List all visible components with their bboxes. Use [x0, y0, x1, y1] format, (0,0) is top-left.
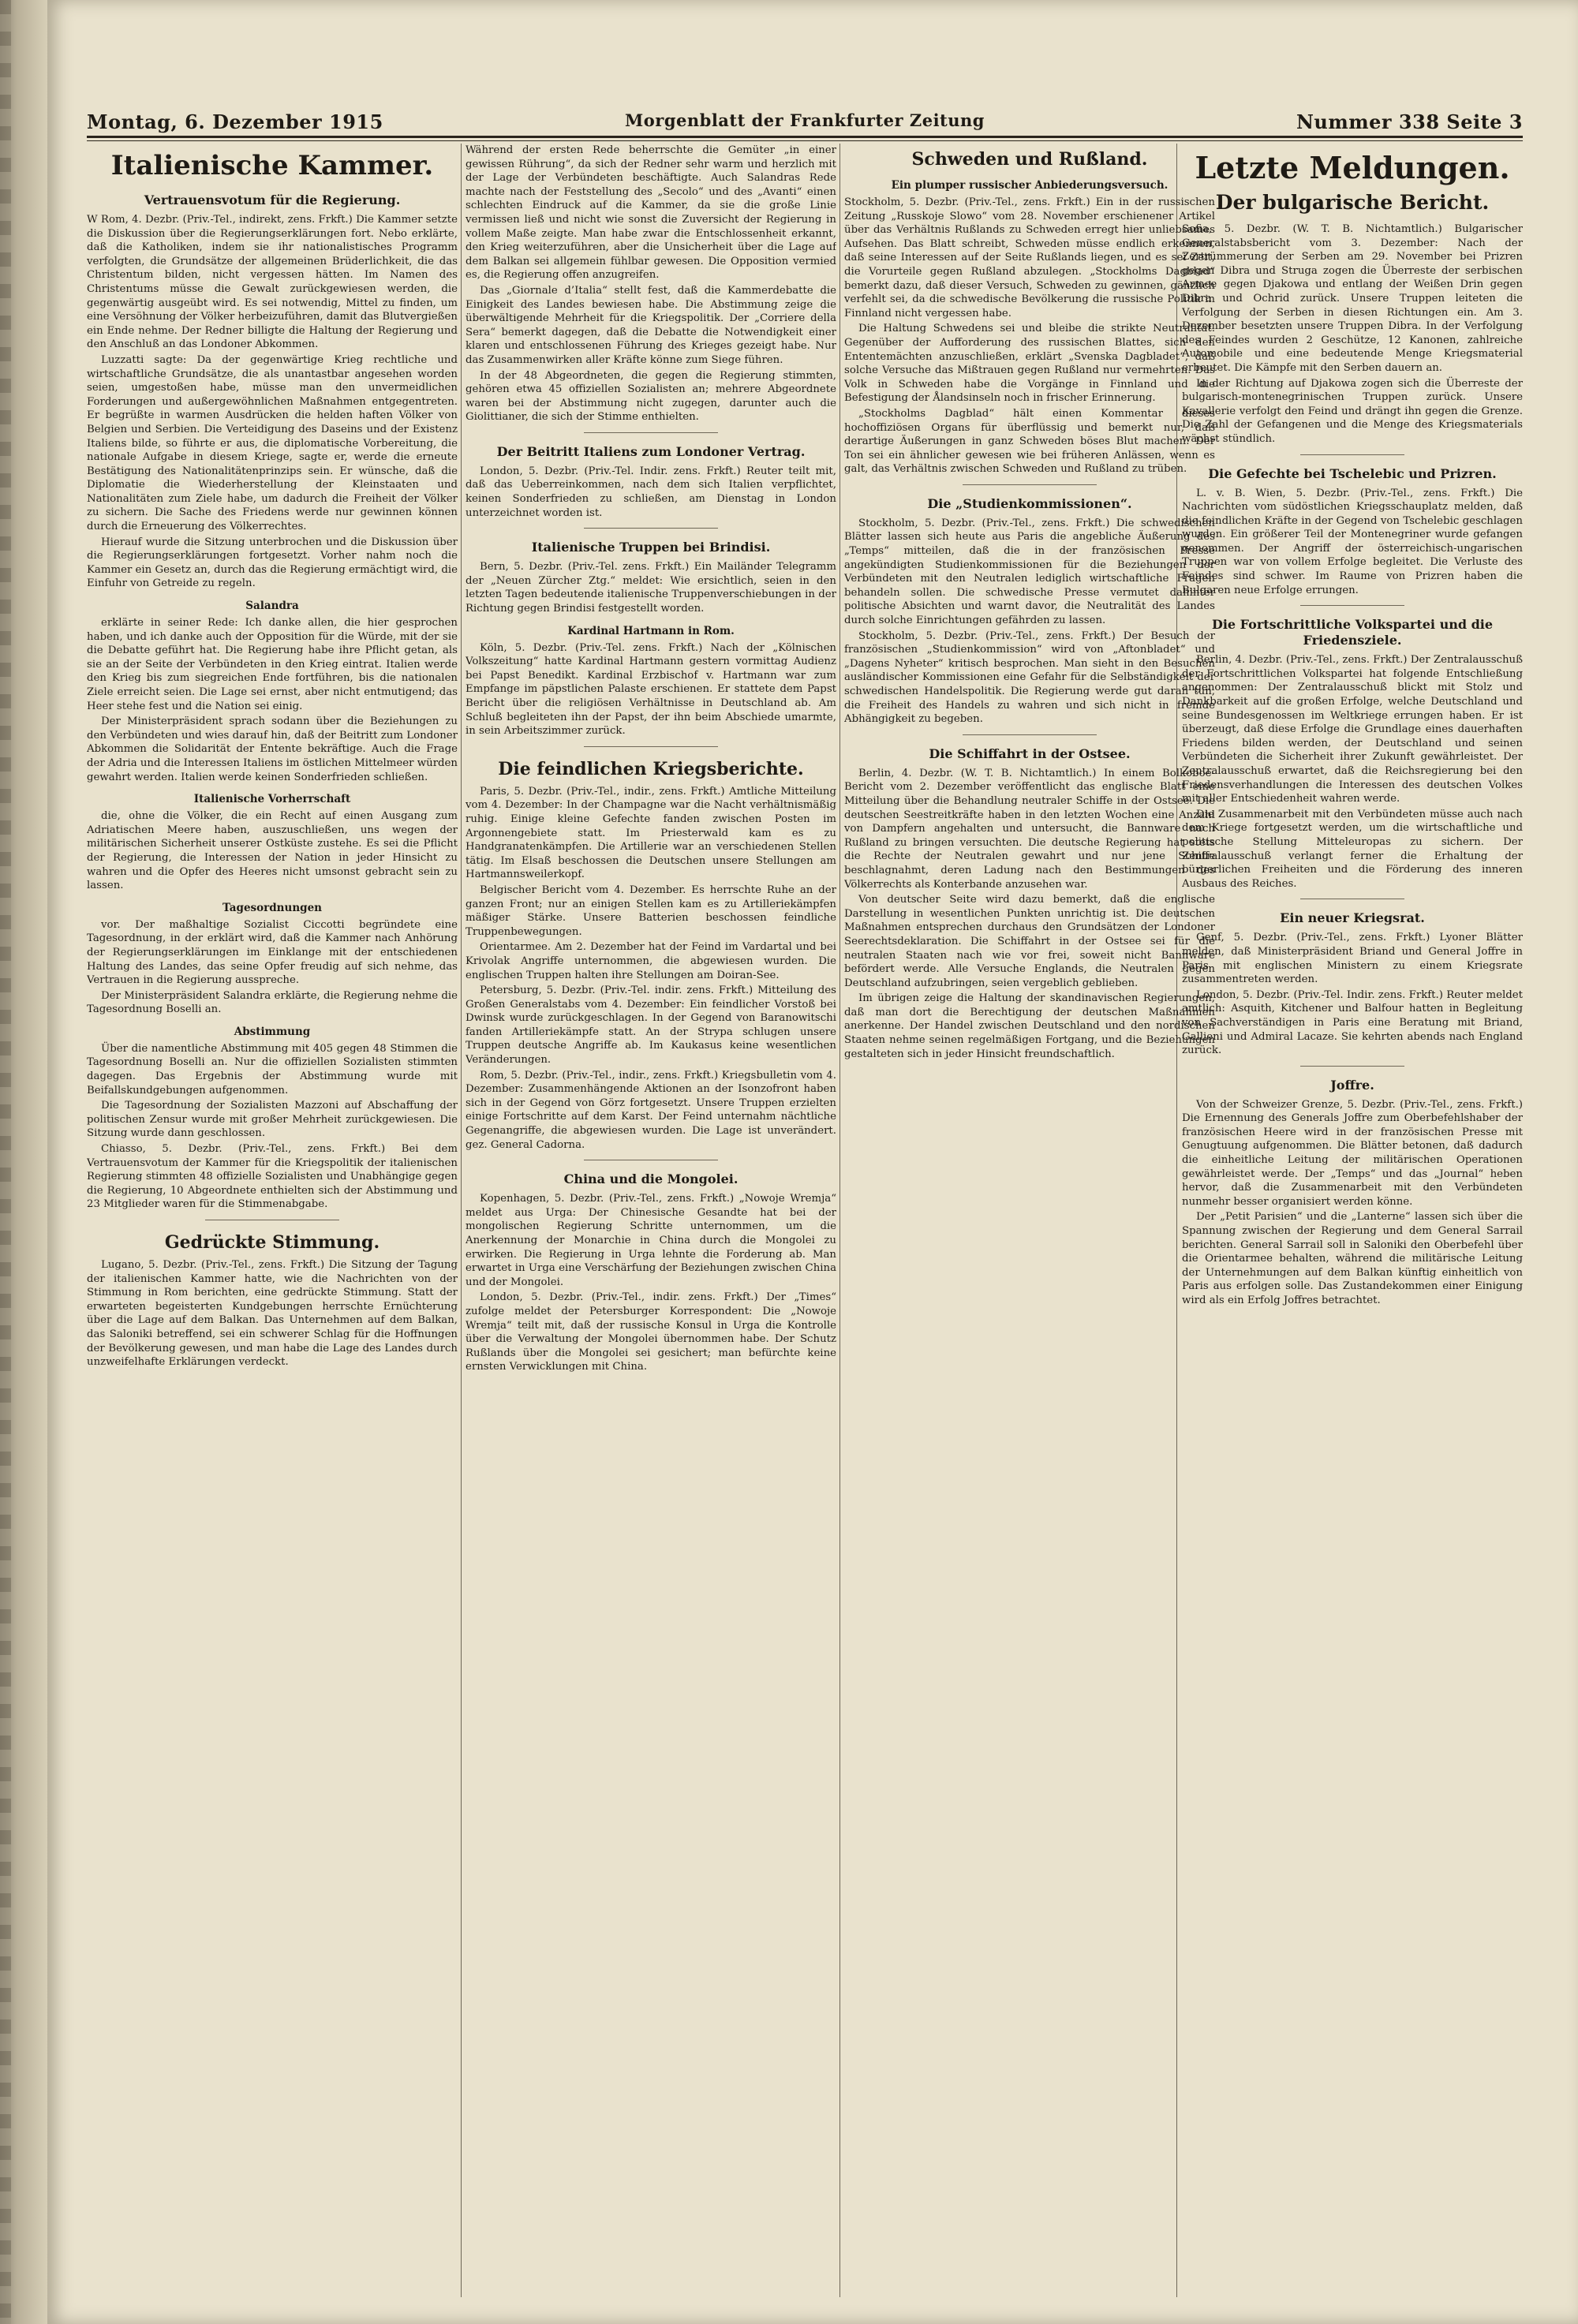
- separator: [1300, 1066, 1404, 1067]
- article-headline: Ein neuer Kriegsrat.: [1280, 910, 1425, 926]
- article-paragraph: London, 5. Dezbr. (Priv.-Tel. Indir. zens. Frkft.) Reuter meldet amtlich: Asquith, Kitchener und Balfour hatten in Begleitung von Sachverständigen in Paris eine Beratung mit Briand, Gallieni und Admiral Lacaze. Sie kehrten abends nach England zurück.: [1182, 988, 1523, 1057]
- article-paragraph: London, 5. Dezbr. (Priv.-Tel., indir. zens. Frkft.) Der „Times“ zufolge meldet der Petersburger Korrespondent: Die „Nowoje Wremja“ teilt mit, daß der russische Konsul in Urga die Kontrolle über die Verwaltung der Mongolei übernommen habe. Der Schutz Rußlands über die Mongolei sei gesichert; man befürchte keine ernsten Verwicklungen mit China.: [466, 1291, 836, 1373]
- article-headline: Italienische Truppen bei Brindisi.: [531, 540, 771, 555]
- column-1: [87, 144, 458, 2297]
- article-paragraph: Der Ministerpräsident sprach sodann über die Beziehungen zu den Verbündeten und wies darauf hin, daß der Beitritt zum Londoner Abkommen die Solidarität der Entente bekräftige. Auch die Frage der Adria und die Interessen Italiens im östlichen Mittelmeer würden gewahrt werden. Italien werde keinen Sonderfrieden schließen.: [87, 716, 458, 783]
- article-paragraph: London, 5. Dezbr. (Priv.-Tel. Indir. zens. Frkft.) Reuter teilt mit, daß das Ueberreinkommen, nach dem sich Italien verpflichtet, keinen Sonderfrieden zu schließen, am Dienstag in London unterzeichnet worden ist.: [466, 465, 836, 519]
- article-paragraph: Die Haltung Schwedens sei und bleibe die strikte Neutralität. Gegenüber der Aufforderung des russischen Blattes, sich den Ententemächten anzuschließen, erklärt „Svenska Dagbladet“, daß solche Versuche das Mißtrauen gegen Rußland nur vermehrten. Das Volk in Schweden habe die Vorgänge in Finnland und die Befestigung der Ålandsinseln noch in frischer Erinnerung.: [844, 323, 1215, 405]
- masthead-rule: [87, 136, 1523, 138]
- article-paragraph: W Rom, 4. Dezbr. (Priv.-Tel., indirekt, zens. Frkft.) Die Kammer setzte die Diskussion über die Regierungserklärungen fort. Nebo erklärte, daß die Katholiken, indem sie ihr nationalistisches Programm verfolgten, die Grundsätze der allgemeinen Brüderlichkeit, die das Christentum bilden, nicht vergessen hätten. Im Namen des Christentums müsse die Gewalt zurückgewiesen werden, die gegenwärtig ausgeübt wird. Es sei notwendig, Mittel zu finden, um eine Versöhnung der Völker herbeizuführen, damit das Blutvergießen ein Ende nehme. Der Redner billigte die Haltung der Regierung und den Anschluß an das Londoner Abkommen.: [87, 214, 458, 351]
- column-divider: [461, 144, 462, 2297]
- article-paragraph: Stockholm, 5. Dezbr. (Priv.-Tel., zens. Frkft.) Der Besuch der französischen „Studienkommission“ wird von „Aftonbladet“ und „Dagens Nyheter“ kritisch besprochen. Man sieht in den Besuchen ausländischer Kommissionen eine Gefahr für die Selbständigkeit der schwedischen Handelspolitik. Die Regierung werde gut daran tun, die Freiheit des Handels zu wahren und sich nicht in fremde Abhängigkeit zu begeben.: [844, 630, 1215, 726]
- article-headline: Die „Studienkommissionen“.: [927, 495, 1132, 511]
- article-paragraph: Bern, 5. Dezbr. (Priv.-Tel. zens. Frkft.) Ein Mailänder Telegramm der „Neuen Zürcher Ztg.“ meldet: Wie ersichtlich, seien in den letzten Tagen bedeutende italienische Truppenverschiebungen in der Richtung gegen Brindisi festgestellt worden.: [466, 561, 836, 615]
- masthead-rule-thin: [87, 140, 1523, 141]
- article-paragraph: In der 48 Abgeordneten, die gegen die Regierung stimmten, gehören etwa 45 offiziellen Sozialisten an; mehrere Abgeordnete waren bei der Abstimmung nicht zugegen, darunter auch die Giolittianer, die sich der Stimme enthielten.: [466, 369, 836, 424]
- article-paragraph: Von deutscher Seite wird dazu bemerkt, daß die englische Darstellung in wesentlichen Punkten unrichtig ist. Die deutschen Maßnahmen entsprechen durchaus den Grundsätzen der Londoner Seerechtsdeklaration. Die Schiffahrt in der Ostsee sei für die neutralen Staaten nach wie vor frei, soweit nicht Bannware befördert werde. Alle Versuche Englands, die Neutralen gegen Deutschland aufzubringen, seien vergeblich geblieben.: [844, 894, 1215, 989]
- article-paragraph: erklärte in seiner Rede: Ich danke allen, die hier gesprochen haben, und ich danke auch der Opposition für die Würde, mit der sie die Debatte geführt hat. Die Regierung habe ihre Pflicht getan, als sie an der Seite der Verbündeten in den Krieg eintrat. Italien werde den Krieg bis zum siegreichen Ende fortführen, bis die nationalen Ziele erreicht seien. Die Lage sei ernst, aber nicht entmutigend; das Heer stehe fest und die Nation sei einig.: [87, 617, 458, 712]
- article-headline: Schweden und Rußland.: [911, 149, 1148, 170]
- page-fold: [0, 0, 47, 2324]
- article-paragraph: Stockholm, 5. Dezbr. (Priv.-Tel., zens. Frkft.) Ein in der russischen Zeitung „Russkoje Slowo“ vom 28. November erschienener Artikel über das Verhältnis Rußlands zu Schweden erregt hier unliebsames Aufsehen. Das Blatt schreibt, Schweden müsse endlich erkennen, daß seine Interessen auf der Seite Rußlands liegen, und es sei Zeit, die Vorurteile gegen Rußland abzulegen. „Stockholms Dagblad“ bemerkt dazu, daß dieser Versuch, Schweden zu gewinnen, gänzlich verfehlt sei, da die schwedische Bevölkerung die russische Politik in Finnland nicht vergessen habe.: [844, 196, 1215, 319]
- article-headline: Letzte Meldungen.: [1195, 150, 1510, 185]
- column-4: [1182, 144, 1523, 2297]
- article-paragraph: Stockholm, 5. Dezbr. (Priv.-Tel., zens. Frkft.) Die schwedischen Blätter lassen sich heute aus Paris die angebliche Äußerung des „Temps“ mitteilen, daß die in der französischen Presse angekündigten Studienkommissionen für die Beziehungen der Verbündeten mit den Neutralen lediglich wirtschaftliche Fragen behandeln sollen. Die schwedische Presse vermutet dahinter politische Absichten und warnt davor, die Neutralität des Landes durch solche Einrichtungen gefährden zu lassen.: [844, 517, 1215, 627]
- article-paragraph: Über die namentliche Abstimmung mit 405 gegen 48 Stimmen die Tagesordnung Boselli an. Nur die offiziellen Sozialisten stimmten dagegen. Das Ergebnis der Abstimmung wurde mit Beifallskundgebungen aufgenommen.: [87, 1042, 458, 1097]
- section-label: Kardinal Hartmann in Rom.: [567, 624, 735, 637]
- article-paragraph: Hierauf wurde die Sitzung unterbrochen und die Diskussion über die Regierungserklärungen fortgesetzt. Vorher nahm noch die Kammer ein Gesetz an, durch das die Regierung ermächtigt wird, die Einfuhr von Getreide zu regeln.: [87, 536, 458, 590]
- separator: [584, 746, 718, 747]
- article-paragraph: Von der Schweizer Grenze, 5. Dezbr. (Priv.-Tel., zens. Frkft.) Die Ernennung des Generals Joffre zum Oberbefehlshaber der französischen Heere wird in der französischen Presse mit Genugtuung aufgenommen. Die Blätter betonen, daß dadurch die einheitliche Leitung der militärischen Operationen gewährleistet werde. Der „Temps“ und das „Journal“ heben hervor, daß die Zusammenarbeit mit den Verbündeten nunmehr besser organisiert werden könne.: [1182, 1098, 1523, 1208]
- section-label: Abstimmung: [234, 1025, 311, 1038]
- article-paragraph: Das „Giornale d’Italia“ stellt fest, daß die Kammerdebatte die Einigkeit des Landes bewiesen habe. Die Abstimmung zeige die überwältigende Mehrheit für die Kriegspolitik. Der „Corriere della Sera“ bemerkt dagegen, daß die Debatte die Notwendigkeit einer klaren und entschlossenen Führung des Krieges gezeigt habe. Nur das Zusammenwirken aller Kräfte könne zum Siege führen.: [466, 284, 836, 366]
- article-paragraph: Chiasso, 5. Dezbr. (Priv.-Tel., zens. Frkft.) Bei dem Vertrauensvotum der Kammer für die Kriegspolitik der italienischen Regierung stimmten 48 offizielle Sozialisten und Unabhängige gegen die Regierung, 10 Abgeordnete enthielten sich der Abstimmung und 23 Mitglieder waren für die Stimmenabgabe.: [87, 1143, 458, 1211]
- article-paragraph: Berlin, 4. Dezbr. (W. T. B. Nichtamtlich.) In einem Bolkoboe-Bericht vom 2. Dezember veröffentlicht das englische Blatt eine Mitteilung über die Behandlung neutraler Schiffe in der Ostsee. Die deutschen Seestreitkräfte haben in den letzten Wochen eine Anzahl von Dampfern angehalten und untersucht, die Bannware nach Rußland zu bringen versuchten. Die deutsche Regierung hat stets die Rechte der Neutralen gewahrt und nur jene Schiffe beschlagnahmt, deren Ladung nach den Bestimmungen des Völkerrechts als Konterbande anzusehen war.: [844, 767, 1215, 891]
- separator: [584, 432, 718, 433]
- article-paragraph: In der Richtung auf Djakowa zogen sich die Überreste der bulgarisch-montenegrinischen Truppen zurück. Unsere Kavallerie verfolgt den Feind und drängt ihn gegen die Grenze. Die Zahl der Gefangenen und die Menge des Kriegsmaterials wächst stündlich.: [1182, 377, 1523, 445]
- article-paragraph: vor. Der maßhaltige Sozialist Ciccotti begründete eine Tagesordnung, in der erklärt wird, daß die Kammer nach Anhörung der Regierungserklärungen im Einklange mit der entschiedenen Haltung des Landes, das seine Opfer freudig auf sich nehme, das Vertrauen in die Regierung ausspreche.: [87, 918, 458, 987]
- article-headline: Die Gefechte bei Tschelebic und Prizren.: [1208, 465, 1497, 481]
- column-2: [466, 144, 836, 2297]
- article-paragraph: Der Ministerpräsident Salandra erklärte, die Regierung nehme die Tagesordnung Boselli an.: [87, 989, 458, 1016]
- article-headline: China und die Mongolei.: [563, 1171, 739, 1187]
- article-paragraph: Belgischer Bericht vom 4. Dezember. Es herrschte Ruhe an der ganzen Front; nur an einigen Stellen kam es zu Artilleriekämpfen mäßiger Stärke. Unsere Batterien beschossen feindliche Truppenbewegungen.: [466, 884, 836, 938]
- article-paragraph: „Stockholms Dagblad“ hält einen Kommentar dieses hochoffiziösen Organs für überflüssig und bemerkt nur, daß derartige Äußerungen in ganz Schweden böses Blut machen. Der Ton sei ein ähnlicher gewesen wie bei früheren Anlässen, wenn es galt, das Verhältnis zwischen Schweden und Rußland zu trüben.: [844, 407, 1215, 476]
- article-headline: Joffre.: [1330, 1077, 1374, 1093]
- article-paragraph: Paris, 5. Dezbr. (Priv.-Tel., indir., zens. Frkft.) Amtliche Mitteilung vom 4. Dezember: In der Champagne war die Nacht verhältnismäßig ruhig. Einige kleine Gefechte fanden zwischen Posten im Argonnengebiete statt. Im Priesterwald kam es zu Handgranatenkämpfen. Die Artillerie war an verschiedenen Stellen tätig. Im Elsaß beschossen die Deutschen unsere Stellungen am Hartmannsweilerkopf.: [466, 785, 836, 881]
- article-headline: Gedrückte Stimmung.: [164, 1232, 380, 1253]
- separator: [584, 528, 718, 529]
- masthead-page-number: Nummer 338 Seite 3: [1296, 110, 1523, 133]
- article-paragraph: Petersburg, 5. Dezbr. (Priv.-Tel. indir. zens. Frkft.) Mitteilung des Großen Generalstabs vom 4. Dezember: Ein feindlicher Vorstoß bei Dwinsk wurde zurückgeschlagen. In der Gegend von Baranowitschi fanden Artilleriekämpfe statt. An der Strypa schlugen unsere Truppen deutsche Angriffe ab. Im Kaukasus keine wesentlichen Veränderungen.: [466, 985, 836, 1067]
- article-paragraph: L. v. B. Wien, 5. Dezbr. (Priv.-Tel., zens. Frkft.) Die Nachrichten vom südöstlichen Kriegsschauplatz melden, daß die feindlichen Kräfte in der Gegend von Tschelebic geschlagen wurden. Ein größerer Teil der Montenegriner wurde gefangen genommen. Der Angriff der österreichisch-ungarischen Truppen war von vollem Erfolge begleitet. Die Verluste des Feindes sind schwer. Im Raume von Prizren haben die Bulgaren neue Erfolge errungen.: [1182, 487, 1523, 596]
- separator: [1300, 454, 1404, 455]
- section-label: Tagesordnungen: [222, 901, 322, 914]
- article-paragraph: Die Zusammenarbeit mit den Verbündeten müsse auch nach dem Kriege fortgesetzt werden, um die wirtschaftliche und politische Stellung Mitteleuropas zu sichern. Der Zentralausschuß verlangt ferner die Erhaltung der bürgerlichen Freiheiten und die Förderung des inneren Ausbaus des Reiches.: [1182, 808, 1523, 890]
- article-paragraph: Lugano, 5. Dezbr. (Priv.-Tel., zens. Frkft.) Die Sitzung der Tagung der italienischen Kammer hatte, wie die Nachrichten von der Stimmung in Rom berichten, eine gedrückte Stimmung. Statt der erwarteten begeisterten Kundgebungen herrschte Ernüchterung über die Lage auf dem Balkan. Das Unternehmen auf dem Balkan, das Saloniki betreffend, sei ein schwerer Schlag für die Hoffnungen der Bevölkerung gewesen, und man habe die Lage des Landes durch unzweifelhafte Erklärungen verdeckt.: [87, 1259, 458, 1369]
- article-subheadline: Vertrauensvotum für die Regierung.: [144, 192, 401, 207]
- section-label: Italienische Vorherrschaft: [193, 793, 351, 806]
- fold-edge: [0, 0, 11, 2324]
- article-paragraph: die, ohne die Völker, die ein Recht auf einen Ausgang zum Adriatischen Meere haben, auszuschließen, uns wegen der militärischen Sicherheit unserer Ostküste zustehe. Es sei die Pflicht der Regierung, die Interessen der Nation in jeder Hinsicht zu wahren und die Opfer des Heeres nicht umsonst gebracht sein zu lassen.: [87, 810, 458, 892]
- article-paragraph: Im übrigen zeige die Haltung der skandinavischen Regierungen, daß man dort die Berechtigung der deutschen Maßnahmen anerkenne. Der Handel zwischen Deutschland und den nordischen Staaten nehme seinen regelmäßigen Fortgang, und die Beziehungen gestalteten sich in jeder Hinsicht freundschaftlich.: [844, 992, 1215, 1060]
- article-headline: Die Schiffahrt in der Ostsee.: [929, 745, 1131, 761]
- article-paragraph: Sofia, 5. Dezbr. (W. T. B. Nichtamtlich.) Bulgarischer Generalstabsbericht vom 3. Dezember: Nach der Zertrümmerung der Serben am 29. November bei Prizren gegen Dibra und Struga zogen die Überreste der serbischen Armee gegen Djakowa und entlang der Weißen Drin gegen Dibra und Ochrid zurück. Unsere Truppen leiteten die Verfolgung der Serben in diesen Richtungen ein. Am 3. Dezember besetzten unsere Truppen Dibra. In der Verfolgung des Feindes wurden 2 Geschütze, 12 Kanonen, zahlreiche Automobile und eine bedeutende Menge Kriegsmaterial erbeutet. Die Kämpfe mit den Serben dauern an.: [1182, 223, 1523, 374]
- article-paragraph: Orientarmee. Am 2. Dezember hat der Feind im Vardartal und bei Krivolak Angriffe unternommen, die abgewiesen wurden. Die englischen Truppen halten ihre Stellungen am Doiran-See.: [466, 941, 836, 981]
- article-paragraph: Rom, 5. Dezbr. (Priv.-Tel., indir., zens. Frkft.) Kriegsbulletin vom 4. Dezember: Zusammenhängende Aktionen an der Isonzofront haben sich in der Gegend von Görz fortgesetzt. Unsere Truppen erzielten einige Fortschritte auf dem Karst. Der Feind unternahm nächtliche Gegenangriffe, die abgewiesen wurden. Die Lage ist unverändert. gez. General Cadorna.: [466, 1069, 836, 1151]
- article-headline: Die feindlichen Kriegsberichte.: [498, 758, 804, 779]
- article-headline: Italienische Kammer.: [110, 150, 434, 181]
- masthead-date: Montag, 6. Dezember 1915: [87, 110, 383, 133]
- separator: [1300, 605, 1404, 606]
- article-paragraph: Die Tagesordnung der Sozialisten Mazzoni auf Abschaffung der politischen Zensur wurde mit großer Mehrheit zurückgewiesen. Die Sitzung wurde dann geschlossen.: [87, 1100, 458, 1140]
- article-paragraph: Während der ersten Rede beherrschte die Gemüter „in einer gewissen Rührung“, da sich der Redner sehr warm und herzlich mit der Lage der Verbündeten beschäftigte. Auch Salandras Rede machte nach der Feststellung des „Secolo“ und des „Avanti“ einen schlechten Eindruck auf die Kammer, da sie die große Linie vermissen ließ und nicht wie sonst die Zuversicht der Regierung in vollem Maße zeigte. Man habe zwar die Entschlossenheit erkannt, den Krieg weiterzuführen, aber die Unsicherheit über die Lage auf dem Balkan sei allgemein fühlbar gewesen. Die Opposition vermied es, die Regierung offen anzugreifen.: [466, 144, 836, 282]
- article-paragraph: Berlin, 4. Dezbr. (Priv.-Tel., zens. Frkft.) Der Zentralausschuß der Fortschrittlichen Volkspartei hat folgende Entschließung angenommen: Der Zentralausschuß blickt mit Stolz und Dankbarkeit auf die großen Erfolge, welche Deutschland und seine Bundesgenossen im Weltkriege errungen haben. Er ist überzeugt, daß diese Erfolge die Grundlage eines dauerhaften Friedens bilden werden, der Deutschland und seinen Verbündeten die Sicherheit ihrer Zukunft gewährleistet. Der Zentralausschuß erwartet, daß die Reichsregierung bei den Friedensverhandlungen die Interessen des deutschen Volkes mit aller Entschiedenheit wahren werde.: [1182, 654, 1523, 805]
- separator: [963, 734, 1097, 735]
- article-headline: Der Beitritt Italiens zum Londoner Vertrag.: [496, 443, 806, 459]
- article-paragraph: Der „Petit Parisien“ und die „Lanterne“ lassen sich über die Spannung zwischen der Regierung und dem General Sarrail berichten. General Sarrail soll in Saloniki den Oberbefehl über die Orientarmee behalten, während die militärische Leitung der Unternehmungen auf dem Balkan künftig einheitlich von Paris aus erfolgen solle. Das Zustandekommen einer Einigung wird als ein Erfolg Joffres betrachtet.: [1182, 1211, 1523, 1306]
- article-paragraph: Luzzatti sagte: Da der gegenwärtige Krieg rechtliche und wirtschaftliche Grundsätze, die als unantastbar angesehen worden seien, umgestoßen habe, müsse man den unvermeidlichen Forderungen und außergewöhnlichen Maßnahmen entgegentreten. Er begrüßte in warmen Ausdrücken die helden haften Völker von Belgien und Serbien. Die Verteidigung des Daseins und der Existenz Italiens bilde, so führte er aus, die diplomatische Vorbereitung, die nationale Aufgabe in diesem Kriege, sagte er, werde die erneute Bestätigung des Nationalitätenprinzips sein. Er wünsche, daß die Diplomatie die Wiederherstellung der Kleinstaaten und Nationalitäten zum Ziele habe, um dadurch die Freiheit der Völker zu sichern. Die Sache des Friedens werde nur gewinnen können durch die Erneuerung des Völkerrechtes.: [87, 353, 458, 533]
- separator: [963, 484, 1097, 485]
- masthead-title: Morgenblatt der Frankfurter Zeitung: [625, 110, 985, 130]
- article-paragraph: Genf, 5. Dezbr. (Priv.-Tel., zens. Frkft.) Lyoner Blätter melden, daß Ministerpräsident Briand und General Joffre in Paris mit englischen Ministern zu einem Kriegsrate zusammentreten werden.: [1182, 932, 1523, 986]
- article-paragraph: Kopenhagen, 5. Dezbr. (Priv.-Tel., zens. Frkft.) „Nowoje Wremja“ meldet aus Urga: Der Chinesische Gesandte hat bei der mongolischen Regierung Schritte unternommen, um die Anerkennung der Monarchie in China durch die Mongolei zu erwirken. Die Regierung in Urga lehnte die Forderung ab. Man erwartet in Urga eine Verschärfung der Beziehungen zwischen China und der Mongolei.: [466, 1193, 836, 1288]
- column-3: [844, 144, 1215, 2297]
- section-label: Salandra: [245, 600, 299, 613]
- article-paragraph: Köln, 5. Dezbr. (Priv.-Tel. zens. Frkft.) Nach der „Kölnischen Volkszeitung“ hatte Kardinal Hartmann gestern vormittag Audienz bei Papst Benedikt. Kardinal Erzbischof v. Hartmann war zum Empfange im päpstlichen Palaste erschienen. Er stattete dem Papst Bericht über die religiösen Verhältnisse in Deutschland ab. Am Schluß begleiteten ihn der Papst, der ihn beim Abschiede umarmte, in sein Arbeitszimmer zurück.: [466, 641, 836, 738]
- article-subheadline: Ein plumper russischer Anbiederungsversuch.: [891, 179, 1169, 192]
- article-subheadline: Der bulgarische Bericht.: [1215, 191, 1490, 214]
- column-divider: [839, 144, 840, 2297]
- article-headline: Die Fortschrittliche Volkspartei und die Friedensziele.: [1211, 617, 1494, 648]
